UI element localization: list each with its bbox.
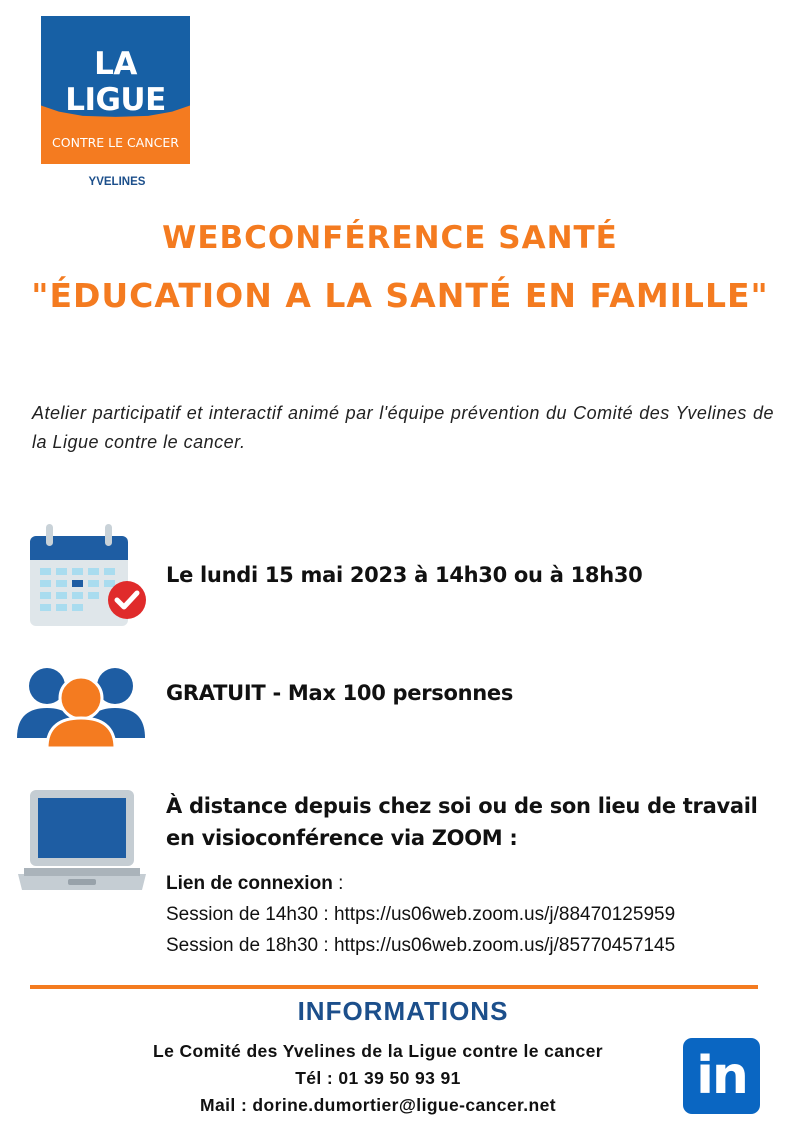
calendar-check-icon <box>28 524 148 628</box>
link-label: Lien de connexion <box>166 873 333 894</box>
logo-subtitle: CONTRE LE CANCER <box>52 135 179 150</box>
connection-links <box>166 868 675 961</box>
laptop-icon <box>18 790 146 894</box>
logo-region: YVELINES <box>88 176 146 188</box>
intro-text: Atelier participatif et interactif animé par l'équipe prévention du Comité des Yvelines de la Ligue contre le cancer. <box>32 403 774 452</box>
divider <box>30 985 758 989</box>
event-location: À distance depuis chez soi ou de son lieu de travail en visioconférence via ZOOM : <box>166 794 758 850</box>
event-capacity: GRATUIT - Max 100 personnes <box>166 681 514 705</box>
headline-line1: WEBCONFÉRENCE SANTÉ <box>162 220 618 256</box>
event-date: Le lundi 15 mai 2023 à 14h30 ou à 18h30 <box>166 563 643 587</box>
logo-title: LA LIGUE <box>65 46 166 118</box>
contact-org: Le Comité des Yvelines de la Ligue contre le cancer <box>153 1041 603 1061</box>
session-1-link[interactable]: Session de 14h30 : https://us06web.zoom.us/j/88470125959 <box>166 904 676 925</box>
link-heading <box>166 868 675 899</box>
linkedin-icon[interactable]: in <box>683 1038 760 1114</box>
informations-title: INFORMATIONS <box>297 996 509 1026</box>
session-2-link[interactable]: Session de 18h30 : https://us06web.zoom.us/j/85770457145 <box>166 935 676 956</box>
link-colon: : <box>332 873 344 894</box>
contact-phone: Tél : 01 39 50 93 91 <box>295 1068 461 1088</box>
headline-line2: "ÉDUCATION A LA SANTÉ EN FAMILLE" <box>31 276 769 315</box>
ligue-logo <box>41 16 190 164</box>
contact-mail[interactable]: Mail : dorine.dumortier@ligue-cancer.net <box>200 1095 556 1115</box>
group-icon <box>15 660 147 748</box>
